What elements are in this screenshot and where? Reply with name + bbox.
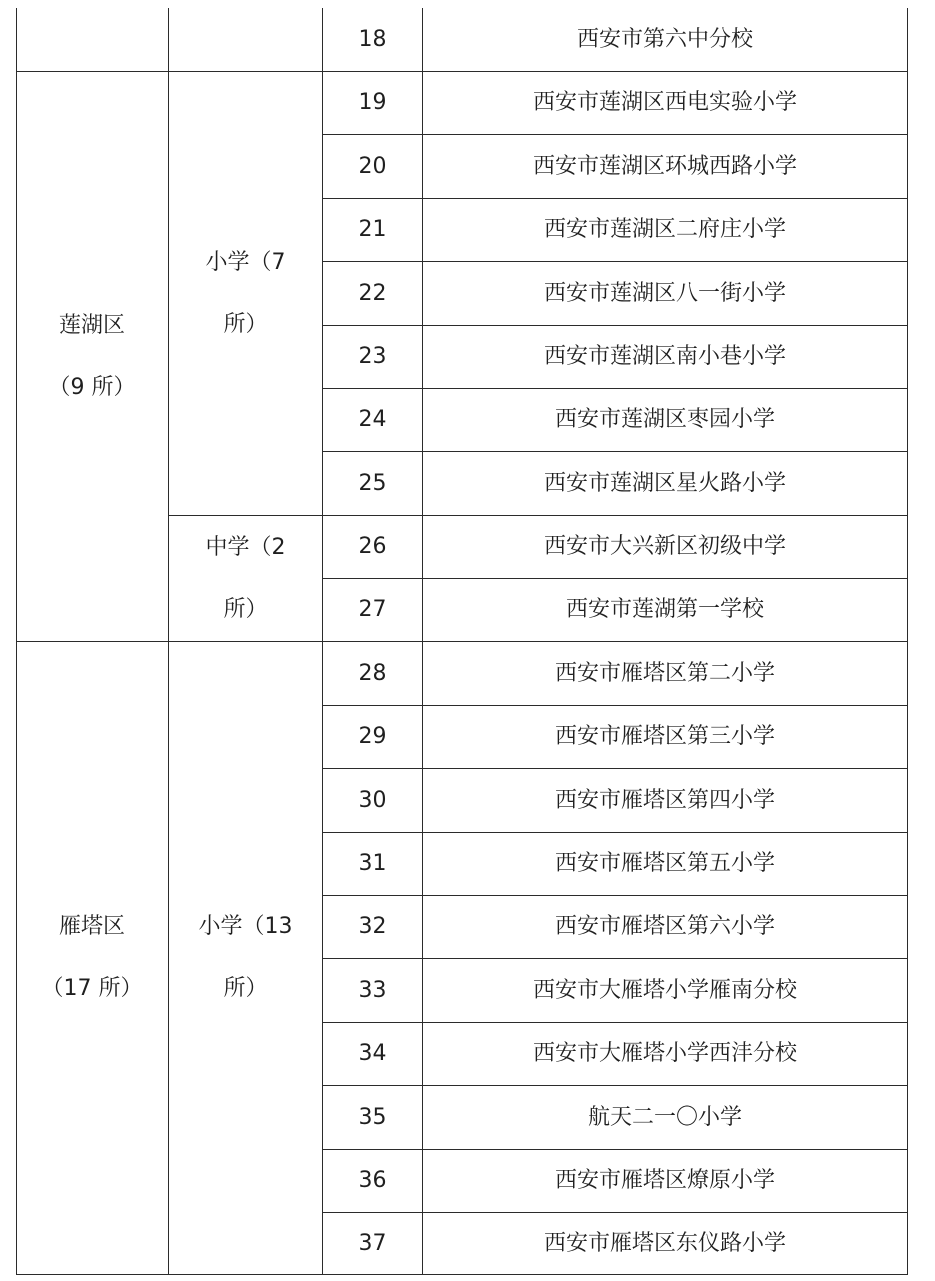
category-cell-primary	[169, 642, 322, 1274]
school-name: 西安市莲湖第一学校	[565, 597, 764, 622]
category-count: 所）	[223, 596, 268, 622]
row-number: 34	[358, 1041, 387, 1066]
row-number: 24	[358, 407, 387, 432]
category-name: 小学（7	[205, 249, 286, 275]
school-name: 西安市雁塔区第五小学	[554, 851, 775, 876]
school-name: 西安市大雁塔小学雁南分校	[532, 977, 797, 1003]
district-name: 莲湖区	[58, 312, 125, 338]
school-name: 西安市第六中分校	[576, 26, 753, 52]
school-name: 西安市莲湖区南小巷小学	[543, 344, 786, 369]
row-number: 19	[358, 90, 387, 115]
row-number: 28	[358, 660, 387, 686]
row-number: 36	[358, 1168, 387, 1193]
row-number: 21	[358, 217, 387, 242]
category-name: 中学（2	[205, 534, 286, 560]
row-number: 22	[358, 280, 387, 306]
row-number: 25	[358, 470, 387, 496]
district-cell-lianhu	[16, 72, 168, 641]
district-count: （9 所）	[48, 374, 136, 400]
school-name: 西安市莲湖区枣园小学	[554, 407, 775, 432]
school-name: 西安市莲湖区二府庄小学	[543, 217, 786, 242]
school-name: 西安市大雁塔小学西沣分校	[532, 1041, 797, 1066]
school-name: 航天二一〇小学	[587, 1104, 742, 1130]
category-cell-primary	[169, 72, 322, 515]
school-name: 西安市莲湖区星火路小学	[543, 470, 786, 496]
category-name: 小学（13	[198, 914, 293, 939]
row-number: 31	[358, 851, 387, 876]
row-number: 29	[358, 724, 387, 749]
row-number: 33	[358, 977, 387, 1003]
row-number: 27	[358, 597, 387, 622]
school-name: 西安市莲湖区西电实验小学	[532, 90, 797, 115]
category-count: 所）	[223, 311, 268, 337]
school-name: 西安市雁塔区第六小学	[554, 914, 775, 939]
category-cell-middle	[169, 516, 322, 641]
school-name: 西安市雁塔区第四小学	[554, 787, 775, 813]
district-count: （17 所）	[41, 976, 143, 1001]
school-name: 西安市莲湖区八一街小学	[543, 280, 786, 306]
district-cell-yanta	[16, 642, 168, 1274]
school-name: 西安市雁塔区燎原小学	[554, 1168, 775, 1193]
row-number: 20	[358, 153, 387, 179]
row-number: 32	[358, 914, 387, 939]
school-name: 西安市大兴新区初级中学	[543, 534, 786, 559]
school-name: 西安市雁塔区第三小学	[554, 724, 775, 749]
school-name: 西安市雁塔区东仪路小学	[543, 1230, 786, 1256]
row-number: 30	[358, 787, 387, 813]
school-list-table	[16, 8, 908, 1275]
row-number: 23	[358, 344, 387, 369]
school-name: 西安市莲湖区环城西路小学	[532, 153, 797, 179]
category-count: 所）	[223, 976, 268, 1001]
row-number: 37	[358, 1230, 387, 1256]
district-name: 雁塔区	[58, 914, 125, 939]
row-number: 26	[358, 534, 387, 559]
row-number: 18	[358, 26, 387, 52]
row-number: 35	[358, 1104, 387, 1130]
school-name: 西安市雁塔区第二小学	[554, 660, 775, 686]
